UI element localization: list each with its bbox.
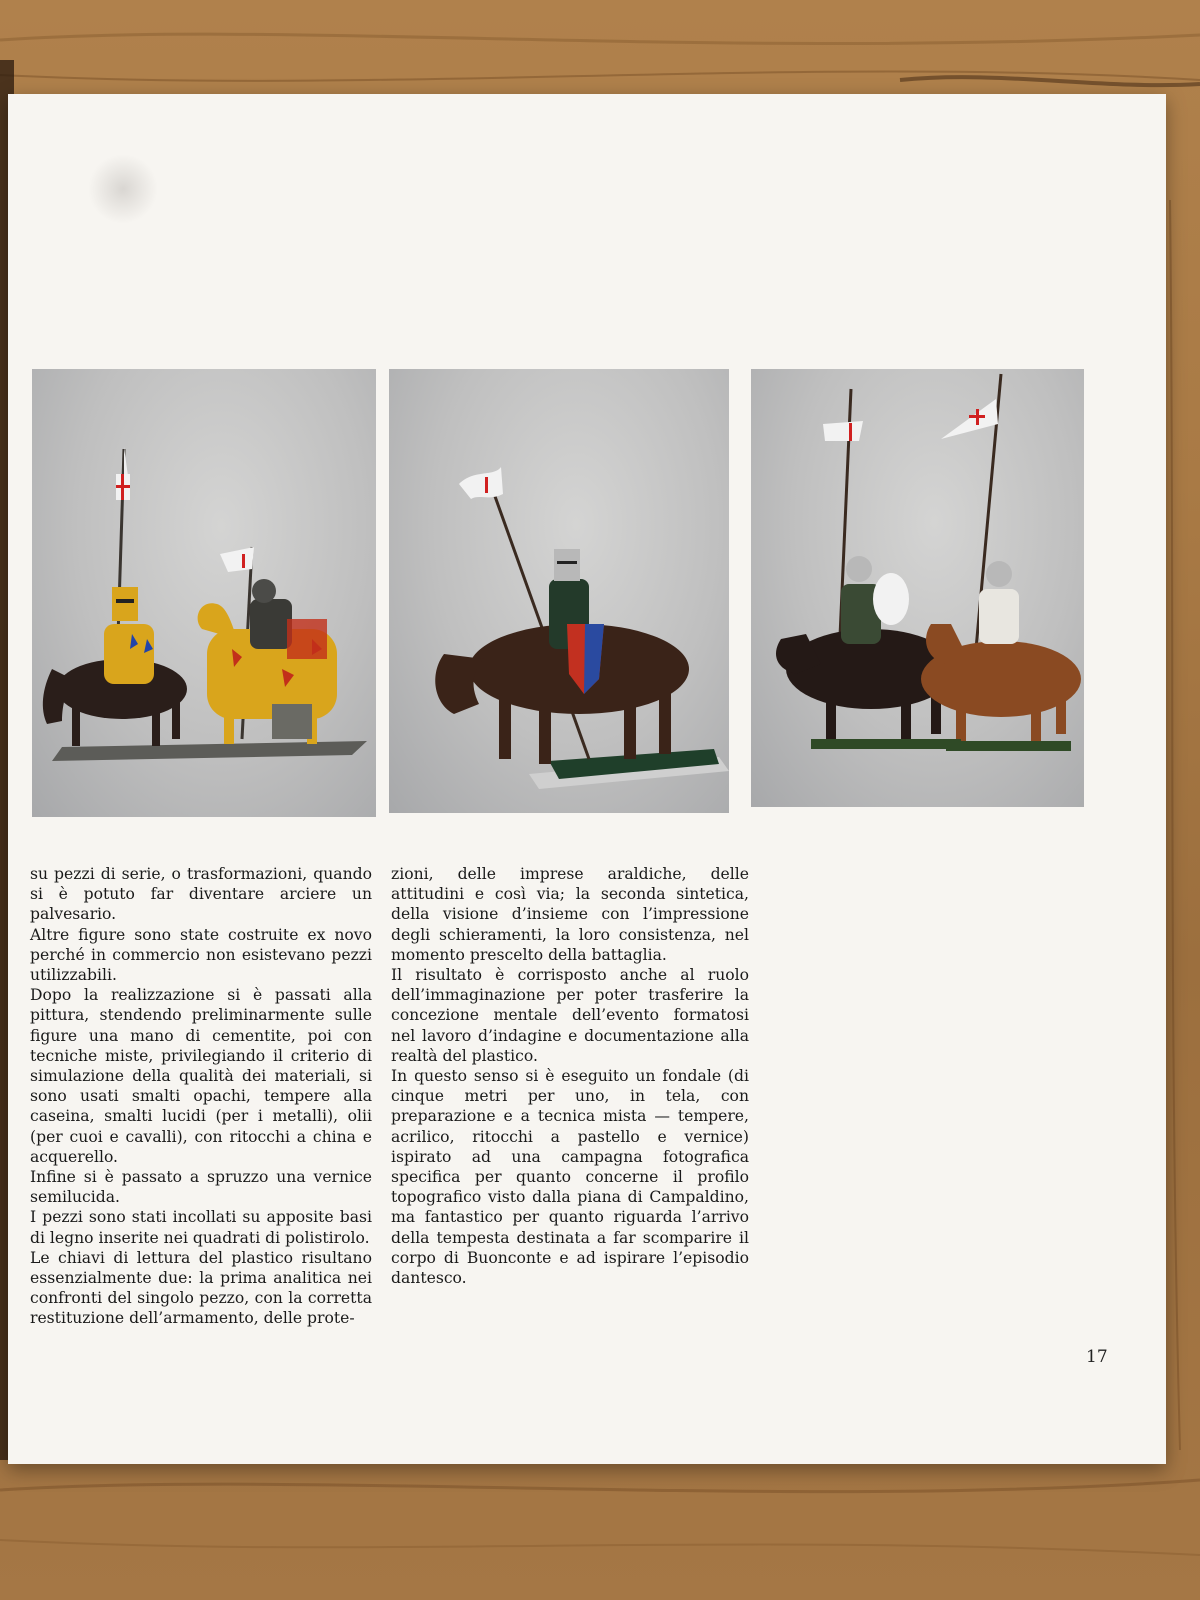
paragraph: Infine si è passato a spruzzo una vernice semilucida. <box>30 1168 372 1207</box>
photo-single-knight <box>389 369 729 813</box>
page-number: 17 <box>1086 1347 1108 1367</box>
photo-2-illustration <box>389 369 729 813</box>
paragraph: su pezzi di serie, o trasformazioni, quando si è potuto far diventare arciere un palvesario. <box>30 865 372 924</box>
photo-two-knights-pennons <box>751 369 1084 807</box>
text-column-left <box>30 864 372 1329</box>
photo-1-illustration <box>32 369 376 817</box>
paragraph: Il risultato è corrisposto anche al ruolo dell’immaginazione per poter trasferire la concezione mentale dell’evento formatosi nel lavoro d’indagine e documentazione alla realtà del plastico. <box>391 966 749 1065</box>
paragraph: Altre figure sono state costruite ex novo perché in commercio non esistevano pezzi utilizzabili. <box>30 925 372 985</box>
paragraph: In questo senso si è eseguito un fondale (di cinque metri per uno, in tela, con preparazione e a tecnica mista — tempere, acrilico, ritocchi a pastello e vernice) ispirato ad una campagna fotografica specifica per quanto concerne il profilo topografico visto dalla piana di Campaldino, ma fantastico per quanto riguarda l’arrivo della tempesta destinata a far scomparire il corpo di Buonconte e ad ispirare l’episodio dantesco. <box>391 1067 749 1288</box>
book-page <box>8 94 1166 1464</box>
photo-3-illustration <box>751 369 1084 807</box>
paragraph: Dopo la realizzazione si è passati alla pittura, stendendo preliminarmente sulle figure una mano di cementite, poi con tecniche miste, privilegiando il criterio di simulazione della qualità dei materiali, si sono usati smalti opachi, tempere alla caseina, smalti lucidi (per i metalli), olii (per cuoi e cavalli), con ritocchi a china e acquerello. <box>30 986 372 1166</box>
text-column-right <box>391 864 749 1288</box>
paragraph: Le chiavi di lettura del plastico risultano essenzialmente due: la prima analitica nei confronti del singolo pezzo, con la corretta restituzione dell’armamento, delle prote- <box>30 1248 372 1328</box>
page-smudge <box>88 154 158 224</box>
paragraph: I pezzi sono stati incollati su apposite basi di legno inserite nei quadrati di polistirolo. <box>30 1208 372 1247</box>
paragraph: zioni, delle imprese araldiche, delle attitudini e così via; la seconda sintetica, della visione d’insieme con l’impressione degli schieramenti, la loro consistenza, nel momento prescelto della battaglia. <box>391 865 749 964</box>
photo-two-knights-yellow <box>32 369 376 817</box>
